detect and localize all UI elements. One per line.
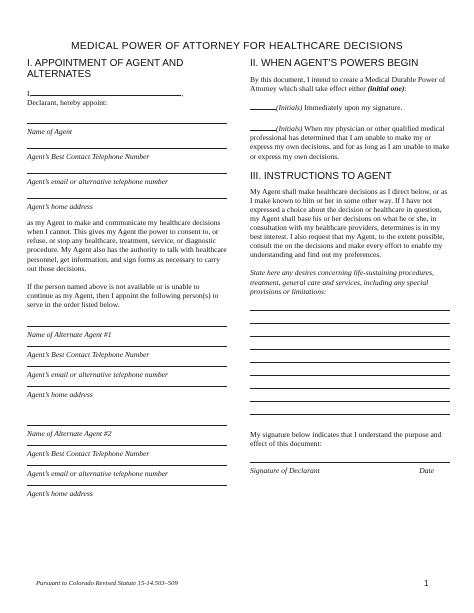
declarant-line xyxy=(27,89,227,98)
alternate1-phone-field[interactable] xyxy=(27,346,227,359)
section2-heading: II. WHEN AGENT’S POWERS BEGIN xyxy=(250,58,419,69)
agent-email-field[interactable] xyxy=(27,173,227,186)
signature-statement: My signature below indicates that I understand the purpose and effect of this document: xyxy=(250,429,442,448)
section-powers-and-instructions xyxy=(250,58,450,475)
initials-label: (Initials) xyxy=(276,103,303,113)
statute-citation: Pursuant to Colorado Revised Statute 15-14.503–509 xyxy=(36,580,178,587)
field-label: Agent’s Best Contact Telephone Number xyxy=(27,350,150,360)
field-label: Agent’s email or alternative telephone number xyxy=(27,177,168,187)
section1-heading-line1: I. APPOINTMENT OF AGENT AND xyxy=(27,58,184,69)
option-immediate-text: Immediately upon my signature. xyxy=(302,103,403,113)
document-title: MEDICAL POWER OF ATTORNEY FOR HEALTHCARE DECISIONS xyxy=(71,41,403,52)
initials-label: (Initials) xyxy=(276,124,303,134)
page-number: 1 xyxy=(424,579,429,588)
instructions-paragraph: My Agent shall make healthcare decisions as I direct below, or as I make known to him or her in some other way. If I have not expressed a choice about the decision or healthcare in question, my Agent shall base his or her decisions on what he or she, in consultation with my healthcare providers, determines is in my best interest. I also request that my Agent, to the extent possible, consult me on the decisions and make every effort to enable my understanding and find out my preferences. xyxy=(250,186,448,260)
powers-intro-text: By this document, I intend to create a Medical Durable Power of Attorney which shall take effect either xyxy=(250,75,446,94)
instructions-lines[interactable] xyxy=(250,310,450,415)
alternate2-address-field[interactable] xyxy=(27,485,227,498)
agent-authority-paragraph: as my Agent to make and communicate my healthcare decisions when I cannot. This gives my Agent the power to consent to, or refuse, or stop any healthcare, treatment, service, or diagnostic procedure. My Agent also has the authority to talk with healthcare personnel, get information, and sign forms as necessary to carry out those decisions. xyxy=(27,218,227,273)
alternate2-phone-field[interactable] xyxy=(27,445,227,458)
field-label: Agent’s Best Contact Telephone Number xyxy=(27,449,150,459)
field-label: Agent’s email or alternative telephone number xyxy=(27,370,168,380)
field-label: Agent’s home address xyxy=(27,202,93,212)
signature-field[interactable] xyxy=(250,462,450,475)
powers-intro-colon: : xyxy=(404,84,407,94)
powers-intro xyxy=(250,75,450,93)
declarant-prefix: I, xyxy=(27,89,32,98)
field-label: Agent’s email or alternative telephone number xyxy=(27,469,168,479)
section3-heading: III. INSTRUCTIONS TO AGENT xyxy=(250,170,392,182)
instructions-prompt: State here any desires concerning life-sustaining procedures, treatment, general care and services, including any special provisions or limitations: xyxy=(250,268,434,296)
agent-phone-field[interactable] xyxy=(27,148,227,161)
alternate2-email-field[interactable] xyxy=(27,465,227,478)
option-incapacity xyxy=(250,124,450,160)
field-label: Name of Agent xyxy=(27,127,72,137)
declarant-suffix: , xyxy=(181,89,184,98)
powers-intro-initial-one: (initial one) xyxy=(367,84,405,94)
field-label: Name of Alternate Agent #2 xyxy=(27,429,112,439)
field-label: Agent’s Best Contact Telephone Number xyxy=(27,152,150,162)
agent-address-field[interactable] xyxy=(27,198,227,211)
field-label: Agent’s home address xyxy=(27,390,93,400)
alternate2-fields xyxy=(27,425,227,498)
section1-heading-line2: ALTERNATES xyxy=(27,69,92,80)
agent-fields xyxy=(27,123,227,211)
field-label: Agent’s home address xyxy=(27,489,93,499)
date-label: Date xyxy=(419,465,434,475)
initials-blank-immediate[interactable] xyxy=(250,109,276,110)
alternate1-fields xyxy=(27,326,227,399)
signature-label: Signature of Declarant xyxy=(250,465,320,475)
field-label: Name of Alternate Agent #1 xyxy=(27,330,112,340)
initials-blank-incapacity[interactable] xyxy=(250,130,276,131)
declarant-name-field[interactable] xyxy=(31,95,181,96)
alternate-paragraph: If the person named above is not available or is unable to continue as my Agent, then I appoint the following person(s) to serve in the order listed below. xyxy=(27,281,219,309)
alternate1-email-field[interactable] xyxy=(27,366,227,379)
option-immediate xyxy=(250,103,450,112)
declarant-text: Declarant, hereby appoint: xyxy=(27,98,108,108)
alternate1-name-field[interactable] xyxy=(27,326,227,339)
alternate1-address-field[interactable] xyxy=(27,386,227,399)
option-incapacity-text: When my physician or other qualified medical professional has determined that I am unable to make my or express my own decisions, and for as long as I am unable to make or express my own decisions. xyxy=(250,124,450,161)
alternate2-name-field[interactable] xyxy=(27,425,227,438)
section-appointment xyxy=(27,58,227,498)
agent-name-field[interactable] xyxy=(27,123,227,136)
